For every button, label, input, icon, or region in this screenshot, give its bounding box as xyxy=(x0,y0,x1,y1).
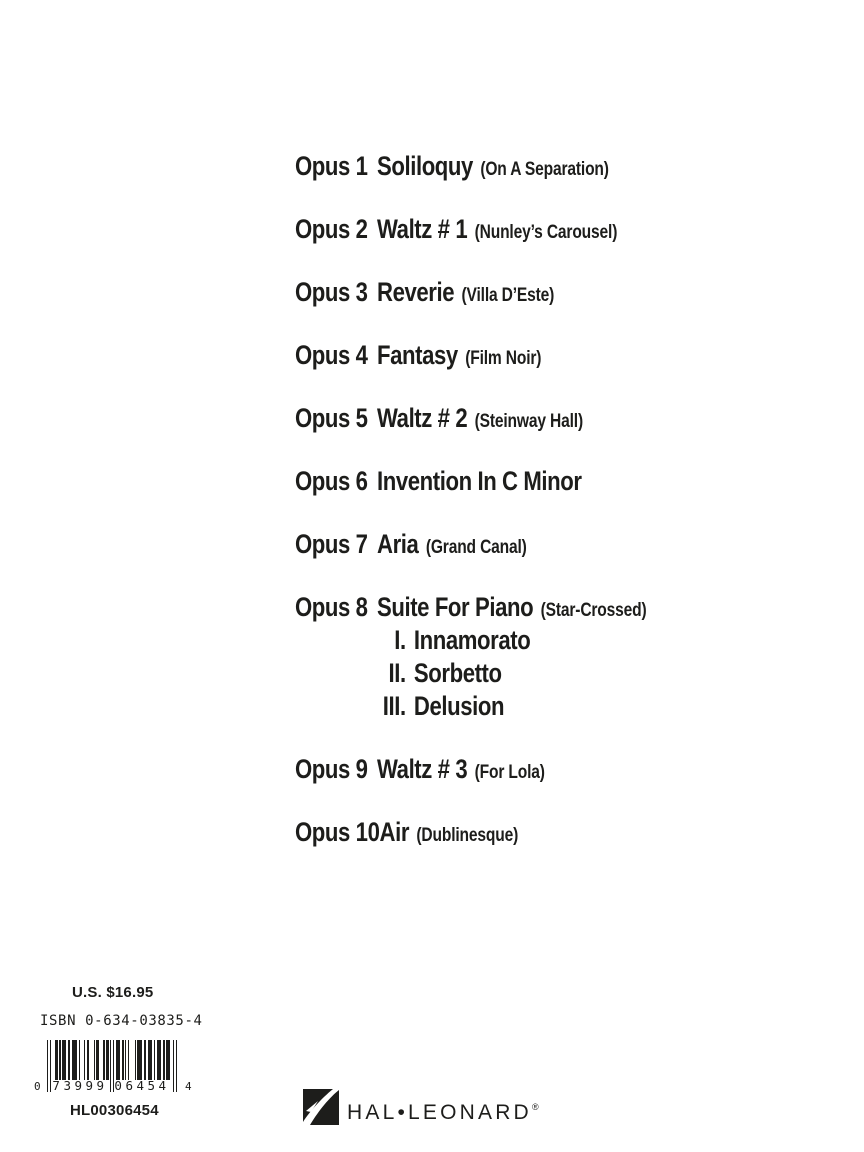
opus-list-item xyxy=(295,278,724,311)
piece-subtitle: (Film Noir) xyxy=(465,348,542,369)
barcode-bar xyxy=(137,1040,141,1080)
piece-title: Waltz # 1 xyxy=(377,214,468,244)
barcode-bar xyxy=(125,1040,126,1080)
opus-line xyxy=(295,593,647,626)
hal-leonard-monogram-icon xyxy=(303,1089,339,1125)
barcode-bar xyxy=(148,1040,152,1080)
opus-line xyxy=(295,755,647,788)
opus-line xyxy=(295,530,647,563)
publisher-name-text: HAL•LEONARD xyxy=(347,1101,532,1124)
piece-title: Invention In C Minor xyxy=(377,466,582,496)
barcode-bar xyxy=(157,1040,161,1080)
opus-list-item xyxy=(295,341,724,374)
barcode-bar xyxy=(173,1040,174,1092)
opus-list-item xyxy=(295,152,724,185)
barcode-left-group: 73999 xyxy=(52,1078,108,1093)
opus-line xyxy=(295,152,647,185)
movement-row xyxy=(295,626,647,659)
movement-name: Innamorato xyxy=(413,625,531,655)
piece-title: Air xyxy=(379,817,410,847)
barcode-bar xyxy=(116,1040,120,1080)
barcode-bar xyxy=(84,1040,85,1080)
registered-trademark-symbol: ® xyxy=(531,1102,539,1112)
barcode-bar xyxy=(59,1040,60,1080)
opus-line xyxy=(295,341,647,374)
piece-subtitle: (On A Separation) xyxy=(480,159,609,180)
barcode-bar xyxy=(72,1040,77,1080)
opus-list-item xyxy=(295,530,724,563)
publisher-logo xyxy=(303,1089,539,1125)
barcode-bar xyxy=(128,1040,129,1080)
piece-subtitle: (Dublinesque) xyxy=(416,825,519,846)
opus-line xyxy=(295,215,647,248)
opus-number: Opus 1 xyxy=(295,151,368,181)
piece-title: Reverie xyxy=(377,277,455,307)
barcode-bar xyxy=(163,1040,164,1080)
piece-title: Fantasy xyxy=(377,340,458,370)
price-label: U.S. $16.95 xyxy=(72,984,154,1001)
opus-line xyxy=(295,278,647,311)
piece-title: Suite For Piano xyxy=(377,592,534,622)
barcode-check-digit: 4 xyxy=(185,1080,192,1093)
barcode-bar xyxy=(94,1040,95,1080)
barcode-number-system-digit: 0 xyxy=(34,1080,41,1093)
piece-title: Waltz # 2 xyxy=(377,403,468,433)
barcode-bar xyxy=(87,1040,90,1080)
piece-title: Aria xyxy=(377,529,419,559)
barcode-bar xyxy=(110,1040,111,1092)
barcode-bar xyxy=(62,1040,66,1080)
barcode-bar xyxy=(47,1040,48,1092)
movement-name: Delusion xyxy=(413,691,505,721)
piece-title: Soliloquy xyxy=(377,151,473,181)
opus-line xyxy=(295,818,647,851)
barcode-bar xyxy=(144,1040,145,1080)
publisher-name xyxy=(347,1095,539,1125)
opus-list xyxy=(295,152,724,881)
movement-row xyxy=(295,692,647,725)
movement-row xyxy=(295,659,647,692)
barcode-bar xyxy=(106,1040,109,1080)
piece-subtitle: (Steinway Hall) xyxy=(474,411,583,432)
piece-subtitle: (Grand Canal) xyxy=(425,537,527,558)
isbn-label: ISBN 0-634-03835-4 xyxy=(40,1013,203,1029)
movement-list xyxy=(295,626,724,725)
barcode-bar xyxy=(55,1040,58,1080)
piece-subtitle: (Villa D’Este) xyxy=(461,285,555,306)
opus-list-item xyxy=(295,593,724,725)
opus-list-item xyxy=(295,404,724,437)
barcode-bar xyxy=(135,1040,136,1080)
opus-line xyxy=(295,467,647,500)
opus-list-item xyxy=(295,818,724,851)
opus-number: Opus 9 xyxy=(295,754,368,784)
movement-numeral: I. xyxy=(394,625,406,655)
opus-number: Opus 3 xyxy=(295,277,368,307)
piece-title: Waltz # 3 xyxy=(377,754,468,784)
barcode-bar xyxy=(122,1040,123,1080)
movement-name: Sorbetto xyxy=(413,658,502,688)
opus-line xyxy=(295,404,647,437)
opus-number: Opus 5 xyxy=(295,403,368,433)
barcode-right-group: 06454 xyxy=(114,1078,170,1093)
opus-number: Opus 7 xyxy=(295,529,368,559)
movement-numeral: II. xyxy=(388,658,406,688)
barcode-bar xyxy=(166,1040,170,1080)
piece-subtitle: (Star-Crossed) xyxy=(540,600,647,621)
piece-subtitle: (Nunley’s Carousel) xyxy=(474,222,618,243)
opus-list-item xyxy=(295,467,724,500)
opus-number: Opus 6 xyxy=(295,466,368,496)
opus-number: Opus 10 xyxy=(295,817,380,847)
opus-number: Opus 2 xyxy=(295,214,368,244)
catalog-number: HL00306454 xyxy=(70,1102,159,1119)
barcode-bar xyxy=(79,1040,80,1080)
opus-number: Opus 8 xyxy=(295,592,368,622)
upc-barcode xyxy=(34,1040,192,1093)
barcode-bar xyxy=(154,1040,155,1080)
opus-list-item xyxy=(295,755,724,788)
opus-list-item xyxy=(295,215,724,248)
barcode-bar xyxy=(176,1040,177,1092)
piece-subtitle: (For Lola) xyxy=(474,762,545,783)
opus-number: Opus 4 xyxy=(295,340,368,370)
barcode-bar xyxy=(68,1040,71,1080)
barcode-bar xyxy=(96,1040,99,1080)
barcode-bar xyxy=(103,1040,104,1080)
movement-numeral: III. xyxy=(382,691,406,721)
